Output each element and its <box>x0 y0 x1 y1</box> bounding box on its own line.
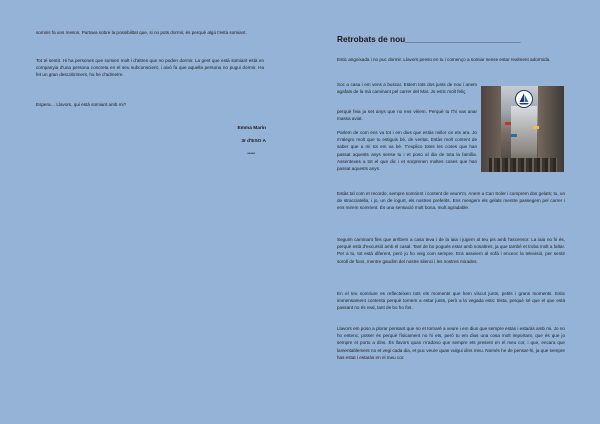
paragraph-e: Seguim caminant fins que arribem a casa teva i de la iaia i jugem al teu pis amb l'ascensor. La iaia no hi és, perquè està d'excursió amb el casal. Tant de bo pogués estar amb nosaltres, ja que també et troba molt a faltar. Per a tu, tot està diferent, però jo ho veig com sempre. Ens asseiem al sofà i encenc la televisió, per sentir soroll de fons, mentre gaudim del nostre silenci i les nostres mirades. <box>337 237 565 264</box>
left-paragraph-1: somnis fa uns mesos. Partava sobre la possibilitat que, si no pots dormir, és perquè algú t'està somiant. <box>36 30 247 35</box>
crowd <box>489 158 557 172</box>
sailboat-logo-icon <box>515 90 533 108</box>
paragraph-a: Soc a casa i em vens a buscar. Estem tots dos junts de nou i anem agafats de la mà caminant pel carrer del Mar. Jo estic molt feliç <box>337 82 477 95</box>
author-class: 3r d'ESO A <box>241 139 266 144</box>
street-photo <box>481 86 564 172</box>
story-title: Retrobats de nou_________________________ <box>337 34 521 44</box>
author-name: Emma Marín <box>237 126 266 131</box>
paragraph-b: perquè feia ja set anys que no ens vèiem. Perquè tu t'hi vas anar massa aviat. <box>337 109 477 122</box>
flag-decoration <box>533 126 539 129</box>
intro-paragraph: Estic angoixada i no puc dormir. Llavors penso en tu i començo a somiar sense estar realment adormida. <box>337 57 551 62</box>
end-mark: ***** <box>247 151 255 156</box>
paragraph-g: Llavors em poso a plorar pensant que no et tornaré a veure i em dius que sempre estàs i estaràs amb mi. Jo no ho entenc, potser és perquè físicament no hi ets, però tu em dius una cosa molt important, que és que jo sempre et porto a dins. És llavors quan m'adono que sempre ets present en el meu cor, i que, encara que lamentablement no et vegi cada dia, et puc veure quan vulgui dins meu. Només he de pensar-hi, ja que sempre has estat i estaràs en el meu cor. <box>337 326 565 360</box>
paragraph-d: Estàs tal com et recordo, sempre somrient i content de veure'm. Anem a Can Soler i comprem dos gelats; tu, un de stracciatella, i jo, un de iogurt, els nostres preferits. Ens mengem els gelats mentre passegem pel carrer i ens mirem somrient. És una sensació molt bona, molt agradable. <box>337 191 565 211</box>
paragraph-c: Parlem de com ens va tot i em dius que estàs millor on ets ara. Jo m'alegro molt que tu estiguis bé, de veritat. Estàs molt content de saber que a mi tot em va bé. T'explico totes les coses que han passat aquests anys sense tu i et poso al dia de tota la família. Assentexes a tot el que dic i et sorprenen moltes coses que han passat aquests anys. <box>337 130 477 172</box>
flag-decoration <box>511 134 517 137</box>
right-page <box>300 0 600 424</box>
flag-decoration <box>505 122 511 125</box>
left-paragraph-2: Tot té sentit. Hi ha persones que somien molt i d'altres que no poden dormir. La gent que està somiant està en companyia d'una persona concreta en el seu subconscient, i això fa que aquella persona no pugui dormir. Ha fet un gran descobriment, ho he d'admetre. <box>36 58 264 78</box>
paragraph-f: En el teu somriure es reflecteixen tots els moments que hem viscut junts, petits i grans moments. Estic immensament contenta perquè tornem a estar junts, però a la vegada estic trista, perquè sé que el que està passant no és real, tant de bo ho fos. <box>337 291 565 311</box>
left-paragraph-3: Espera… Llavors, qui està somiant amb mi? <box>36 102 127 107</box>
